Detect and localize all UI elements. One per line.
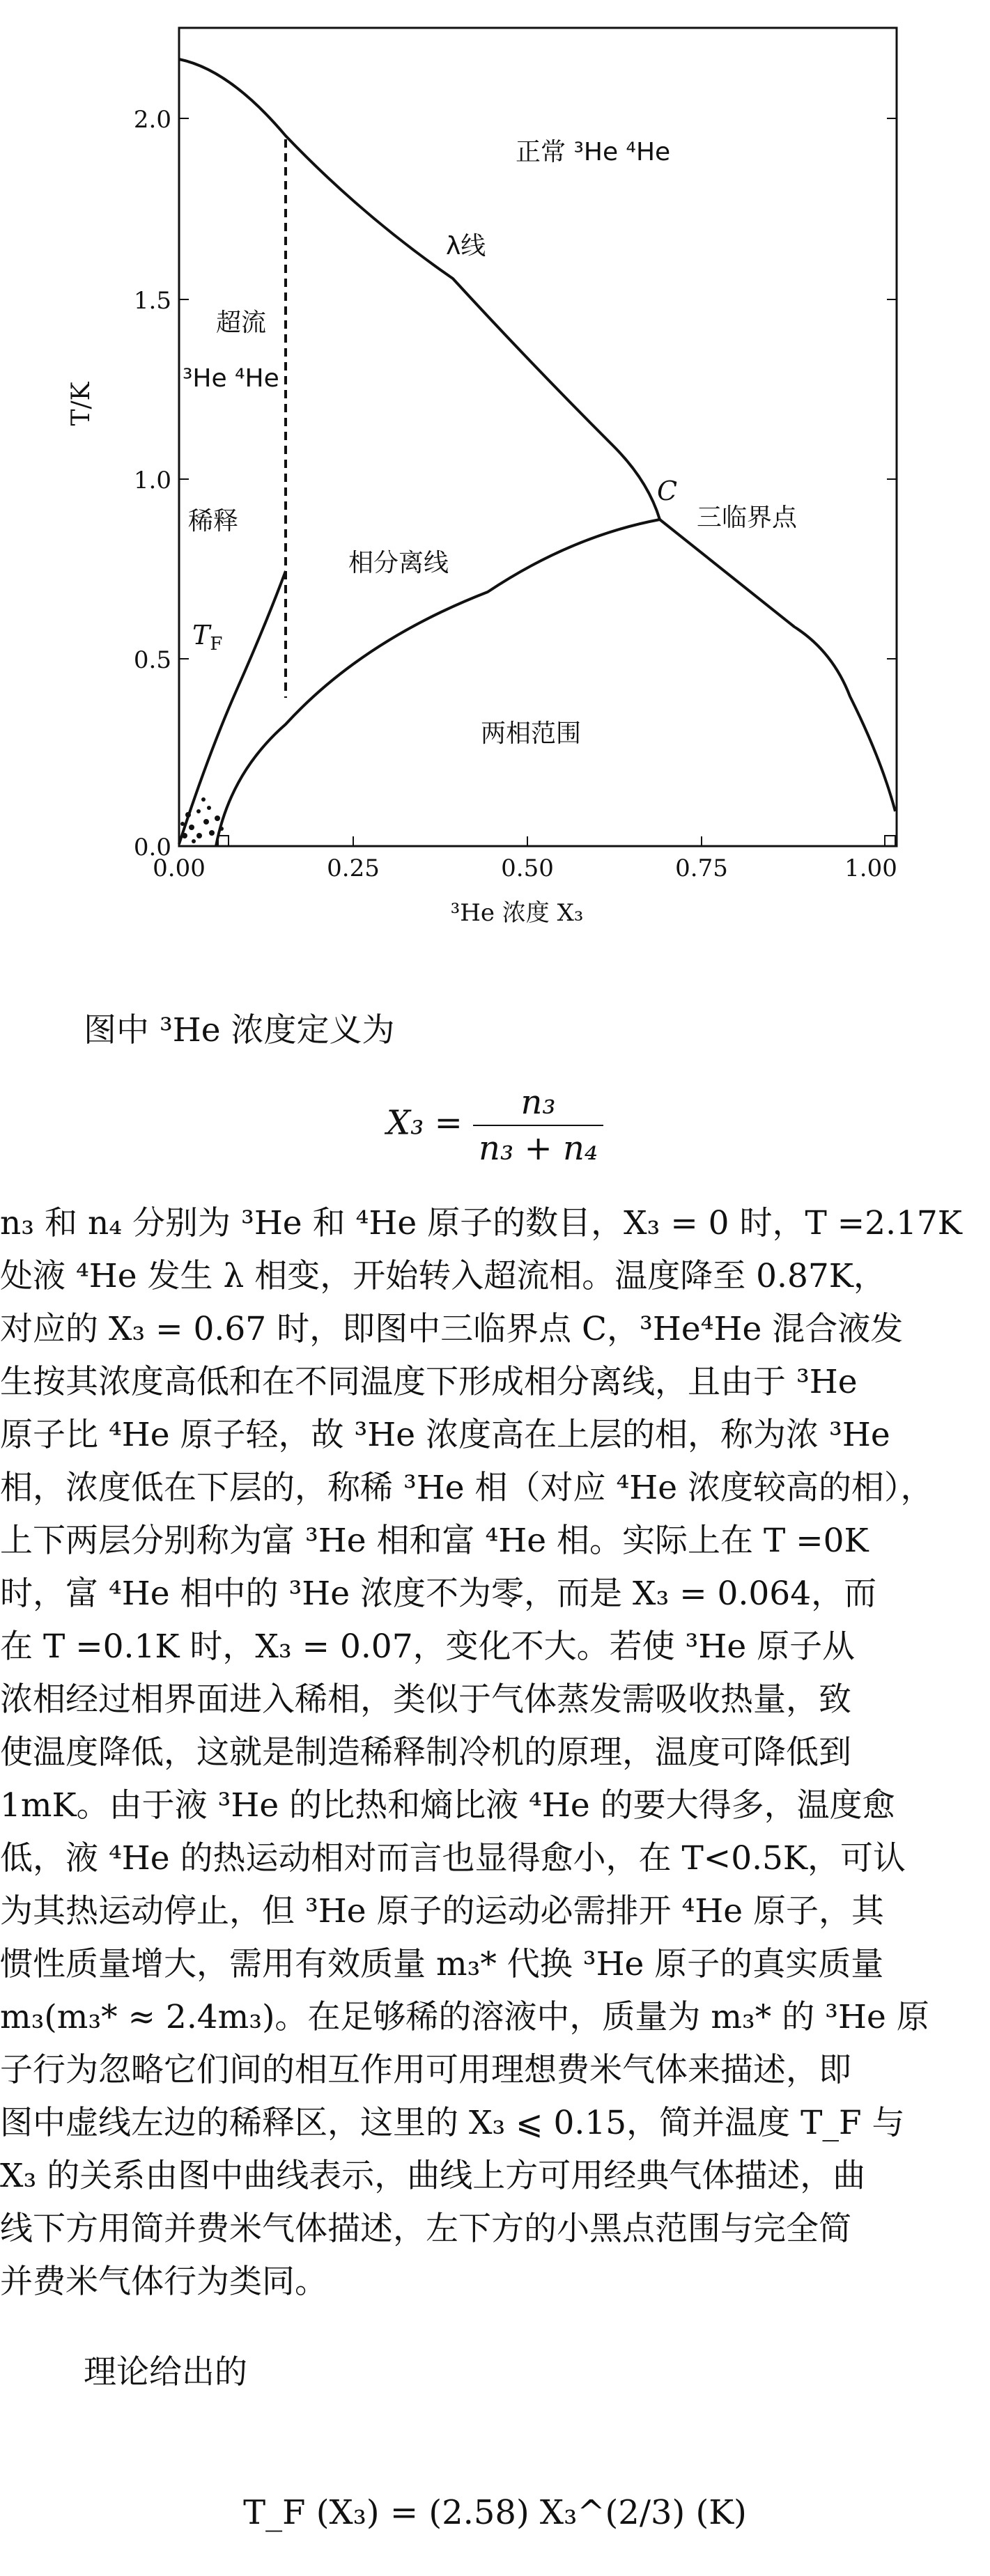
superfluid-label: 超流 [216,309,267,337]
equation-x3-numerator: n₃ [473,1083,603,1126]
paragraph-line: 对应的 X₃ = 0.67 时，即图中三临界点 C，³He⁴He 混合液发 [0,1310,904,1348]
normal-label: 正常 ³He ⁴He [516,138,671,166]
dilute-label: 稀释 [188,507,239,536]
x-tick-label: 1.00 [844,854,897,882]
equation-x3 [0,1083,990,1168]
two-phase-label: 两相范围 [481,719,582,748]
paragraph-line: 线下方用简并费米气体描述，左下方的小黑点范围与完全简 [0,2210,851,2248]
x-ticks [353,836,702,846]
paragraph-line: 处液 ⁴He 发生 λ 相变，开始转入超流相。温度降至 0.87K， [0,1257,886,1295]
superfluid-mix-label: ³He ⁴He [183,364,279,393]
paragraph-line: m₃(m₃* ≈ 2.4m₃)。在足够稀的溶液中，质量为 m₃* 的 ³He 原 [0,1998,929,2036]
paragraph-line: 在 T =0.1K 时，X₃ = 0.07，变化不大。若使 ³He 原子从 [0,1627,856,1666]
lambda-line-label: λ线 [446,232,486,260]
paragraph-line: 原子比 ⁴He 原子轻，故 ³He 浓度高在上层的相，称为浓 ³He [0,1416,890,1454]
corner-box-left [218,836,229,846]
c-point-label: C [657,476,678,506]
equation-x3-fraction [473,1083,603,1168]
intro-text: 图中 ³He 浓度定义为 [84,1011,395,1049]
paragraph-line: X₃ 的关系由图中曲线表示，曲线上方可用经典气体描述，曲 [0,2157,866,2195]
paragraph-line: 为其热运动停止，但 ³He 原子的运动必需排开 ⁴He 原子，其 [0,1892,885,1930]
tf-label: $T_F$ [192,620,223,655]
y-axis-label: T/K [67,382,95,426]
x-tick-label: 0.75 [675,854,728,882]
paragraph-line: 相，浓度低在下层的，称稀 ³He 相（对应 ⁴He 浓度较高的相）， [0,1469,934,1507]
tricritical-label: 三临界点 [697,504,798,532]
phase-separation-label: 相分离线 [348,549,449,577]
y-tick-label: 0.0 [133,834,171,861]
x-tick-label: 0.25 [327,854,380,882]
equation-tf: T_F (X₃) = (2.58) X₃^(2/3) (K) [243,2493,747,2532]
y-tick-label: 1.5 [133,287,171,315]
paragraph-line: 惯性质量增大，需用有效质量 m₃* 代换 ³He 原子的真实质量 [0,1945,884,1983]
theory-text: 理论给出的 [84,2353,247,2391]
tf-curve [179,571,286,844]
x-tick-label: 0.00 [153,854,206,882]
paragraph-line: 生按其浓度高低和在不同温度下形成相分离线，且由于 ³He [0,1363,858,1401]
x-axis-label: ³He 浓度 X₃ [450,899,584,927]
x-tick-label: 0.50 [501,854,554,882]
paragraph-line: 使温度降低，这就是制造稀释制冷机的原理，温度可降低到 [0,1733,851,1772]
y-tick-label: 2.0 [133,106,171,134]
paragraph-line: 上下两层分别称为富 ³He 相和富 ⁴He 相。实际上在 T =0K [0,1522,869,1560]
paragraph-line: 子行为忽略它们间的相互作用可用理想费米气体来描述，即 [0,2051,851,2089]
paragraph-line: 时，富 ⁴He 相中的 ³He 浓度不为零，而是 X₃ = 0.064，而 [0,1575,877,1613]
paragraph-line: n₃ 和 n₄ 分别为 ³He 和 ⁴He 原子的数目，X₃ = 0 时，T =2.17K [0,1204,962,1242]
phase-diagram [0,0,990,961]
equation-x3-denominator: n₃ + n₄ [479,1129,598,1168]
corner-box-right [885,836,895,846]
paragraph-line: 并费米气体行为类同。 [0,2263,327,2301]
equation-x3-lhs: X₃ = [386,1103,463,1143]
paragraph-line: 浓相经过相界面进入稀相，类似于气体蒸发需吸收热量，致 [0,1680,851,1719]
paragraph-line: 1mK。由于液 ³He 的比热和熵比液 ⁴He 的要大得多，温度愈 [0,1786,895,1825]
paragraph-line: 低，液 ⁴He 的热运动相对而言也显得愈小，在 T<0.5K，可认 [0,1839,906,1878]
y-tick-label: 1.0 [133,467,171,494]
lambda-line [179,59,660,520]
paragraph-line: 图中虚线左边的稀释区，这里的 X₃ ⩽ 0.15，简并温度 T_F 与 [0,2104,905,2142]
phase-boundary-right [660,520,895,811]
y-tick-label: 0.5 [133,646,171,674]
